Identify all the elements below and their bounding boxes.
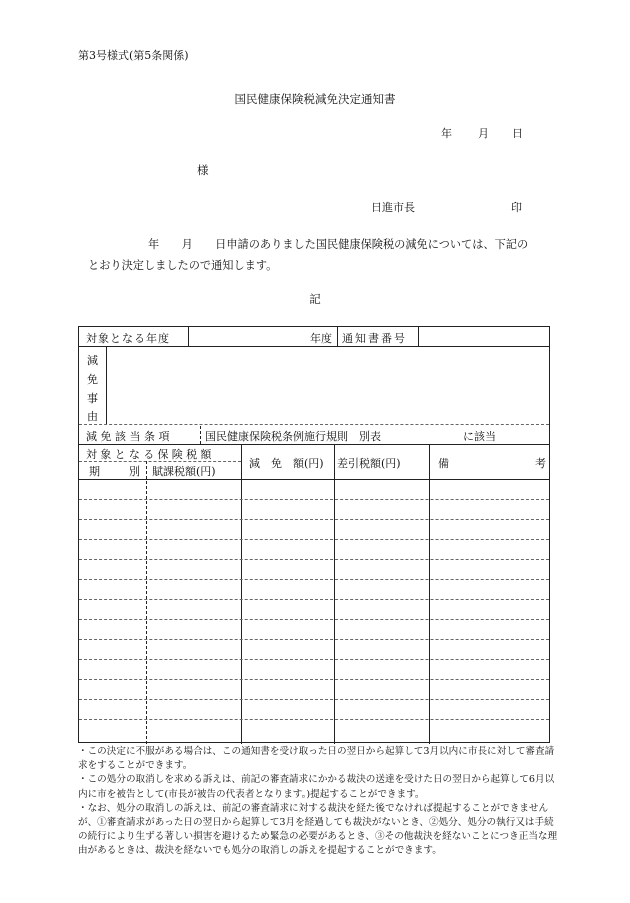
form-number: 第3号様式(第5条関係) — [78, 49, 189, 62]
reason-label-4: 由 — [87, 410, 98, 423]
remarks-header-2: 考 — [535, 457, 546, 470]
notes-section — [78, 745, 558, 859]
note-1: ・この決定に不服がある場合は、この通知書を受け取った日の翌日から起算して3月以内に市長に対して審査請求をすることができます。 — [78, 746, 555, 772]
tax-group-header: 対象となる保険税額 — [86, 448, 215, 461]
period-header-2: 別 — [129, 465, 140, 478]
date-day: 日 — [512, 127, 523, 140]
fiscal-year-label: 対象となる年度 — [86, 332, 170, 345]
reason-label-3: 事 — [87, 392, 98, 405]
period-header-1: 期 — [89, 465, 100, 478]
net-tax-header: 差引税額(円) — [337, 457, 401, 470]
reason-label-2: 免 — [87, 373, 98, 386]
notice-number-label: 通知書番号 — [342, 332, 407, 345]
clause-label: 減免該当条項 — [86, 430, 173, 443]
note-3: ・なお、処分の取消しの訴えは、前記の審査請求に対する裁決を経た後でなければ提起することができませんが、①審査請求があった日の翌日から起算して3月を経過しても裁決がないとき、②処分、処分の執行又は手続の続行により生ずる著しい損害を避けるため緊急の必要があるとき、③その他裁決を経ないことにつき正当な理由があるときは、裁決を経ないでも処分の取消しの訴えを提起することができます。 — [78, 802, 558, 857]
clause-suffix: に該当 — [463, 430, 496, 443]
reduction-amount-header: 減 免 額(円) — [249, 457, 324, 470]
document-title: 国民健康保険税減免決定通知書 — [234, 92, 396, 106]
date-year: 年 — [441, 127, 452, 140]
ki-heading: 記 — [309, 292, 321, 306]
note-2: ・この処分の取消しを求める訴えは、前記の審査請求にかかる裁決の送達を受けた日の翌日から起算して6月以内に市を被告として(市長が被告の代表者となります。)提起することができます。 — [78, 774, 555, 800]
seal-mark: 印 — [511, 201, 522, 214]
body-line-1: 年 月 日申請のありました国民健康保険税の減免については、下記の — [148, 238, 529, 251]
assessed-tax-header: 賦課税額(円) — [152, 465, 216, 478]
issuer-name: 日進市長 — [371, 201, 415, 214]
reason-label-1: 減 — [87, 354, 98, 367]
reduction-table — [78, 326, 550, 743]
fiscal-year-unit: 年度 — [310, 332, 332, 345]
addressee-suffix: 様 — [197, 163, 209, 177]
clause-text: 国民健康保険税条例施行規則 別表 — [205, 430, 381, 443]
date-month: 月 — [478, 127, 489, 140]
notice-body — [88, 234, 558, 276]
body-line-2: とおり決定しましたので通知します。 — [88, 259, 278, 272]
remarks-header-1: 備 — [438, 457, 449, 470]
